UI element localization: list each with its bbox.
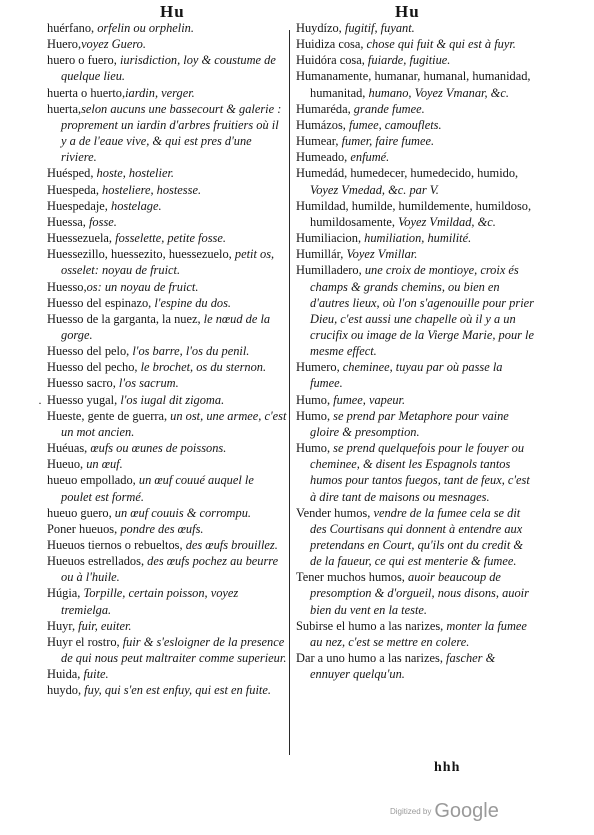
entry-headword: Humázos, [296, 117, 346, 132]
dictionary-entry [47, 375, 287, 391]
dictionary-entry [296, 505, 536, 570]
entry-definition: cheminee, tuyau par où passe la fumee. [310, 360, 503, 391]
entry-headword: Vender humos, [296, 505, 371, 520]
dictionary-entry [296, 246, 536, 262]
entry-definition: se prend quelquefois pour le fouyer ou cheminee, & disent les Espagnols tantos humos pour tantos fuegos, tant de feux, c'est à dire tant de maisons ou mesnages. [310, 441, 530, 504]
entry-headword: Humo, [296, 408, 331, 423]
entry-headword: huerta, [47, 101, 82, 116]
dictionary-entry [296, 36, 536, 52]
entry-definition: Torpille, certain poisson, voyez tremielga. [61, 586, 239, 617]
entry-headword: Huidóra cosa, [296, 53, 365, 68]
entry-headword: Huidiza cosa, [296, 37, 364, 52]
entry-definition: fuiarde, fugitiue. [364, 53, 451, 68]
dictionary-entry [47, 537, 287, 553]
dictionary-entry [47, 101, 287, 166]
entry-headword: hueuo empollado, [47, 473, 136, 488]
dictionary-entry [47, 505, 287, 521]
entry-definition: des œufs brouillez. [182, 538, 278, 552]
left-column [47, 20, 287, 699]
entry-definition: se prend par Metaphore pour vaine gloire & presomption. [310, 408, 509, 439]
entry-headword: Huyr, [47, 618, 76, 633]
entry-definition: humiliation, humilité. [361, 231, 472, 246]
entry-definition: fascher & ennuyer quelqu'un. [310, 651, 496, 682]
entry-headword: Humanamente, humanar, humanal, humanidad, humanitad, [296, 69, 531, 100]
entry-definition: orfelin ou orphelin. [94, 21, 194, 35]
entry-headword: Huesso, [47, 279, 87, 294]
entry-definition: fosse. [85, 214, 117, 229]
entry-definition: fuir, euiter. [75, 618, 132, 633]
entry-definition: l'espine du dos. [151, 295, 232, 310]
entry-definition: une croix de montioye, croix és champs & grands chemins, ou bien en d'autres lieux, où l'on s'agenouille pour prier Dieu, c'est aussi une chapelle où il y a un crucifix ou image de la Vierge Marie, pour le mesme effect. [310, 263, 535, 359]
entry-headword: Huessa, [47, 214, 86, 229]
entry-headword: Hueuo, [47, 457, 84, 472]
dictionary-entry [47, 230, 287, 246]
entry-definition: un œuf. [83, 457, 123, 472]
entry-definition: l'os iugal dit zigoma. [117, 392, 225, 407]
dictionary-entry [47, 521, 287, 537]
entry-definition: Voyez Vmildad, &c. [395, 214, 496, 229]
entry-definition: fuir & s'esloigner de la presence de qui nous peut maltraiter comme superieur. [61, 634, 287, 666]
dictionary-entry [296, 68, 536, 100]
dictionary-entry [47, 456, 287, 472]
dictionary-entry [47, 295, 287, 311]
dictionary-entry [47, 440, 287, 456]
entry-definition: l'os barre, l'os du penil. [129, 344, 250, 359]
entry-headword: hueuo guero, [47, 505, 112, 520]
dictionary-entry [296, 359, 536, 391]
entry-headword: Huesso yugal, [47, 392, 118, 407]
dictionary-entry [47, 52, 287, 84]
dictionary-entry [47, 666, 287, 682]
dictionary-entry [47, 36, 287, 52]
entry-definition: enfumé. [347, 150, 390, 165]
entry-headword: Hueste, gente de guerra, [47, 408, 168, 423]
entry-headword: Huesso del pecho, [47, 360, 138, 375]
entry-definition: le nœud de la gorge. [61, 311, 271, 342]
entry-definition: iardin, verger. [125, 85, 195, 100]
entry-definition: œufs ou œunes de poissons. [87, 441, 227, 456]
entry-definition: le brochet, os du sternon. [137, 360, 267, 375]
dictionary-entry [296, 408, 536, 440]
dictionary-entry [296, 149, 536, 165]
entry-definition: des œufs pochez au beurre ou à l'huile. [61, 554, 279, 585]
entry-definition: hosteliere, hostesse. [98, 182, 202, 197]
entry-definition: vendre de la fumee cela se dit des Courtisans qui donnent à entendre aux pretendans en Court, qu'ils ont du credit & de la faueur, ce qui est menterie & fumee. [310, 505, 524, 569]
entry-headword: huérfano, [47, 21, 95, 35]
entry-definition: fuite. [80, 667, 109, 682]
dictionary-entry [47, 182, 287, 198]
entry-headword: Huessezillo, huessezito, huessezuelo, [47, 247, 232, 262]
dictionary-entry [296, 440, 536, 505]
entry-headword: Humeado, [296, 150, 348, 165]
entry-headword: Humildad, humilde, humildemente, humildoso, humildosamente, [296, 198, 532, 229]
entry-headword: Húgia, [47, 586, 81, 601]
dictionary-entry [47, 553, 287, 585]
entry-headword: Humero, [296, 360, 340, 375]
dictionary-entry [296, 133, 536, 149]
dictionary-entry [296, 198, 536, 230]
entry-headword: Humillár, [296, 247, 344, 262]
entry-headword: Humo, [296, 392, 331, 407]
entry-headword: huerta o huerto, [47, 85, 126, 100]
entry-definition: fumee, camouflets. [345, 117, 442, 132]
entry-definition: un œuf couuis & corrompu. [111, 505, 251, 520]
dictionary-entry [47, 246, 287, 278]
dictionary-entry [47, 214, 287, 230]
entry-headword: Humilladero, [296, 263, 362, 278]
entry-definition: voyez Guero. [81, 37, 146, 52]
entry-definition: Voyez Vmillar. [343, 247, 418, 262]
dictionary-entry [296, 392, 536, 408]
watermark-brand: Google [434, 800, 499, 822]
dictionary-entry [296, 569, 536, 617]
dictionary-entry [47, 472, 287, 504]
dictionary-entry [47, 359, 287, 375]
dictionary-entry [47, 20, 287, 36]
entry-headword: Humedád, humedecer, humedecido, humido, [296, 166, 519, 181]
entry-definition: hostelage. [107, 198, 162, 213]
running-head-left: Hu [160, 2, 185, 21]
entry-definition: petit os, osselet: noyau de fruict. [61, 247, 275, 278]
dictionary-entry [296, 230, 536, 246]
dictionary-entry [47, 585, 287, 617]
dictionary-entry [296, 618, 536, 650]
right-column [296, 20, 536, 682]
entry-headword: Huesso del pelo, [47, 344, 130, 359]
entry-headword: Huydízo, [296, 21, 342, 35]
entry-definition: pondre des œufs. [117, 521, 204, 536]
entry-headword: Huero, [47, 37, 82, 52]
dictionary-entry [296, 20, 536, 36]
margin-mark: · [38, 396, 42, 410]
dictionary-entry [47, 311, 287, 343]
entry-definition: grande fumee. [350, 101, 425, 116]
entry-headword: Huyr el rostro, [47, 634, 120, 649]
running-head-right: Hu [395, 2, 420, 21]
dictionary-entry [47, 682, 287, 698]
dictionary-entry [47, 634, 287, 666]
dictionary-entry [296, 117, 536, 133]
entry-headword: Huessezuela, [47, 231, 113, 246]
column-divider [289, 30, 290, 755]
watermark-prefix: Digitized by [390, 807, 432, 816]
entry-headword: Huéuas, [47, 441, 88, 456]
dictionary-entry [47, 343, 287, 359]
dictionary-entry [296, 52, 536, 68]
entry-definition: os: un noyau de fruict. [86, 279, 199, 294]
entry-definition: fugitif, fuyant. [341, 21, 415, 35]
entry-headword: Huida, [47, 667, 81, 682]
entry-headword: Hueuos estrellados, [47, 554, 145, 569]
entry-definition: l'os sacrum. [115, 376, 179, 391]
dictionary-entry [47, 392, 287, 408]
entry-headword: Huespedaje, [47, 198, 108, 213]
entry-definition: un ost, une armee, c'est un mot ancien. [61, 408, 287, 439]
entry-headword: Huespeda, [47, 182, 99, 197]
entry-headword: Humo, [296, 441, 331, 456]
dictionary-entry [47, 618, 287, 634]
entry-headword: huydo, [47, 683, 82, 698]
dictionary-entry [296, 650, 536, 682]
entry-headword: huero o fuero, [47, 53, 117, 68]
dictionary-entry [47, 85, 287, 101]
entry-headword: Huesso de la garganta, la nuez, [47, 311, 201, 326]
entry-headword: Huesso sacro, [47, 376, 116, 391]
entry-headword: Humear, [296, 134, 339, 149]
entry-headword: Huésped, [47, 166, 94, 181]
entry-headword: Tener muchos humos, [296, 570, 405, 585]
entry-headword: Poner hueuos, [47, 521, 118, 536]
entry-definition: fosselette, petite fosse. [112, 231, 226, 246]
entry-definition: auoir beaucoup de presomption & d'orgueil, nous disons, auoir bien du vent en la teste. [310, 570, 529, 617]
entry-definition: selon aucuns une bassecourt & galerie : proprement un iardin d'arbres fruitiers où il y a de l'eaue vive, & qui est pres d'une riviere. [61, 101, 282, 165]
entry-headword: Subirse el humo a las narizes, [296, 618, 444, 633]
entry-definition: monter la fumee au nez, c'est se mettre en colere. [310, 618, 527, 649]
entry-headword: Hueuos tiernos o rebueltos, [47, 538, 183, 552]
dictionary-entry [296, 101, 536, 117]
entry-definition: un œuf couué auquel le poulet est formé. [61, 473, 254, 504]
entry-definition: Voyez Vmedad, &c. par V. [310, 182, 439, 197]
dictionary-entry [296, 262, 536, 359]
entry-headword: Humaréda, [296, 101, 351, 116]
entry-definition: humano, Voyez Vmanar, &c. [365, 85, 509, 100]
dictionary-entry [47, 165, 287, 181]
digitization-watermark [390, 800, 499, 823]
dictionary-entry [296, 165, 536, 197]
entry-headword: Humiliacion, [296, 231, 362, 246]
dictionary-entry [47, 279, 287, 295]
entry-headword: Huesso del espinazo, [47, 295, 152, 310]
dictionary-entry [47, 408, 287, 440]
entry-headword: Dar a uno humo a las narizes, [296, 651, 443, 666]
entry-definition: fumee, vapeur. [330, 392, 406, 407]
dictionary-entry [47, 198, 287, 214]
entry-definition: fuy, qui s'en est enfuy, qui est en fuite. [81, 683, 271, 698]
entry-definition: hoste, hostelier. [93, 166, 174, 181]
catchword: hhh [434, 760, 461, 775]
entry-definition: iurisdiction, loy & coustume de quelque lieu. [61, 53, 276, 84]
entry-definition: fumer, faire fumee. [338, 134, 435, 149]
entry-definition: chose qui fuit & qui est à fuyr. [363, 37, 516, 52]
